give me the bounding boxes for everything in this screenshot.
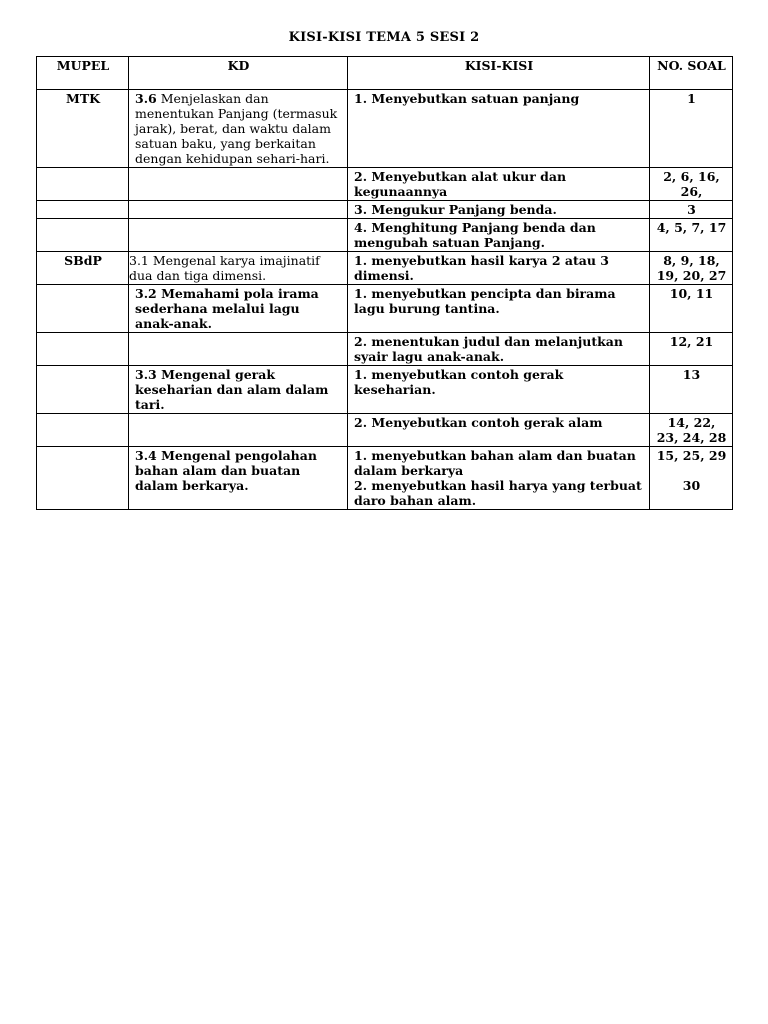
table-row	[37, 201, 733, 219]
kisi-item: 2. menyebutkan hasil harya yang terbuat daro bahan alam.	[354, 478, 642, 508]
header-kd: KD	[129, 57, 348, 90]
cell-kd	[129, 333, 348, 366]
cell-kisi: 3. Mengukur Panjang benda.	[348, 201, 650, 219]
cell-kisi: 1. Menyebutkan satuan panjang	[348, 90, 650, 168]
cell-kisi	[348, 447, 650, 510]
cell-soal: 4, 5, 7, 17	[650, 219, 733, 252]
table-row	[37, 168, 733, 201]
cell-soal: 13	[650, 366, 733, 414]
cell-kisi: 2. menentukan judul dan melanjutkan syair lagu anak-anak.	[348, 333, 650, 366]
table-row	[37, 366, 733, 414]
header-mupel: MUPEL	[37, 57, 129, 90]
cell-kd	[129, 201, 348, 219]
cell-mupel	[37, 285, 129, 333]
cell-kisi: 1. menyebutkan contoh gerak keseharian.	[348, 366, 650, 414]
cell-soal	[650, 447, 733, 510]
cell-mupel: SBdP	[37, 252, 129, 285]
soal-item: 30	[682, 478, 701, 493]
table-row	[37, 447, 733, 510]
cell-mupel	[37, 333, 129, 366]
cell-mupel	[37, 201, 129, 219]
cell-kd: 3.1 Mengenal karya imajinatif dua dan tiga dimensi.	[129, 252, 348, 285]
kd-text: Menjelaskan dan menentukan Panjang (termasuk jarak), berat, dan waktu dalam satuan baku, yang berkaitan dengan kehidupan sehari-hari.	[135, 91, 338, 166]
cell-soal: 8, 9, 18, 19, 20, 27	[650, 252, 733, 285]
cell-soal: 2, 6, 16, 26,	[650, 168, 733, 201]
table-row	[37, 414, 733, 447]
cell-mupel	[37, 219, 129, 252]
header-no-soal: NO. SOAL	[650, 57, 733, 90]
cell-soal: 14, 22, 23, 24, 28	[650, 414, 733, 447]
cell-soal: 3	[650, 201, 733, 219]
cell-kisi: 1. menyebutkan hasil karya 2 atau 3 dimensi.	[348, 252, 650, 285]
table-row	[37, 90, 733, 168]
cell-mupel: MTK	[37, 90, 129, 168]
cell-kisi: 1. menyebutkan pencipta dan birama lagu burung tantina.	[348, 285, 650, 333]
header-kisi-kisi: KISI-KISI	[348, 57, 650, 90]
header-row	[37, 57, 733, 90]
kisi-kisi-table	[36, 56, 733, 510]
cell-mupel	[37, 168, 129, 201]
cell-kd	[129, 219, 348, 252]
cell-kd	[129, 90, 348, 168]
cell-kd: 3.4 Mengenal pengolahan bahan alam dan buatan dalam berkarya.	[129, 447, 348, 510]
cell-kisi: 4. Menghitung Panjang benda dan mengubah satuan Panjang.	[348, 219, 650, 252]
soal-item: 15, 25, 29	[656, 448, 727, 463]
kisi-item: 1. menyebutkan bahan alam dan buatan dalam berkarya	[354, 448, 636, 478]
table-row	[37, 285, 733, 333]
cell-mupel	[37, 366, 129, 414]
table-row	[37, 333, 733, 366]
cell-kd	[129, 414, 348, 447]
cell-kd	[129, 168, 348, 201]
table-row	[37, 252, 733, 285]
cell-kd: 3.2 Memahami pola irama sederhana melalui lagu anak-anak.	[129, 285, 348, 333]
cell-kisi: 2. Menyebutkan alat ukur dan kegunaannya	[348, 168, 650, 201]
table-row	[37, 219, 733, 252]
spacer	[656, 463, 727, 478]
cell-soal: 1	[650, 90, 733, 168]
page-title: KISI-KISI TEMA 5 SESI 2	[288, 30, 480, 45]
cell-mupel	[37, 414, 129, 447]
cell-mupel	[37, 447, 129, 510]
cell-kd: 3.3 Mengenal gerak keseharian dan alam dalam tari.	[129, 366, 348, 414]
cell-soal: 12, 21	[650, 333, 733, 366]
cell-soal: 10, 11	[650, 285, 733, 333]
cell-kisi: 2. Menyebutkan contoh gerak alam	[348, 414, 650, 447]
kd-number: 3.6	[135, 91, 157, 106]
